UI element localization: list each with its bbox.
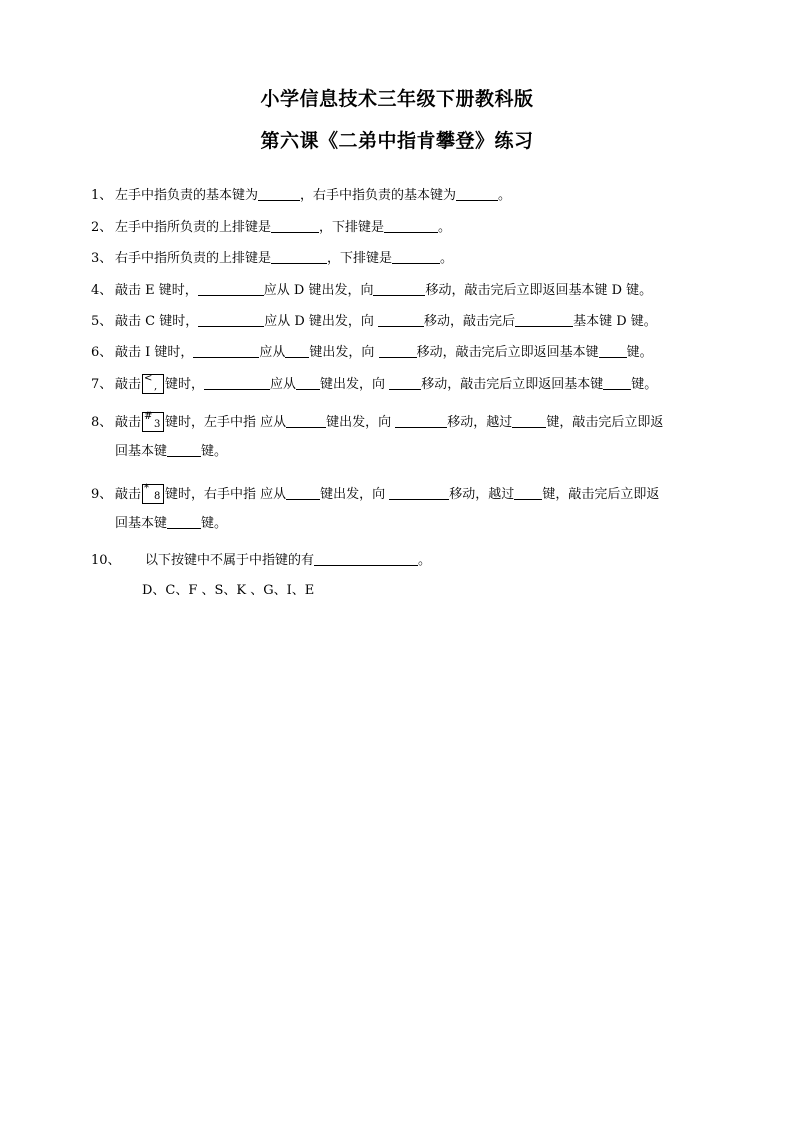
- question-number: 9、: [91, 487, 113, 502]
- answer-blank: [515, 312, 573, 327]
- answer-blank: [378, 312, 424, 327]
- question-4: 4、 敲击 E 键时， 应从 D 键出发，向 移动，敲击完后立即返回基本键 D 键。: [91, 281, 652, 301]
- answer-blank: [514, 485, 542, 500]
- key-8-icon: * 8: [142, 484, 164, 504]
- question-8-continuation: 回基本键 键。: [115, 444, 228, 459]
- question-number: 4、: [91, 283, 113, 298]
- answer-blank: [285, 343, 309, 358]
- question-8: 8、 敲击 # 3 键时，左手中指 应从 键出发，向 移动，越过 键，敲击完后立即返 回基本键 键。: [91, 412, 663, 433]
- question-number: 3、: [91, 251, 113, 266]
- answer-blank: [512, 413, 546, 428]
- answer-blank: [389, 485, 449, 500]
- answer-blank: [392, 249, 440, 264]
- answer-blank: [314, 551, 418, 566]
- question-3: 3、 右手中指所负责的上排键是 ，下排键是 。: [91, 249, 453, 269]
- answer-blank: [373, 281, 425, 296]
- answer-blank: [198, 312, 264, 327]
- comma-key-icon: < ,: [142, 374, 164, 394]
- question-10: 10、 以下按键中不属于中指键的有 。: [91, 551, 431, 571]
- answer-blank: [286, 485, 320, 500]
- answer-blank: [271, 218, 319, 233]
- title-line-2: 第六课《二弟中指肯攀登》练习: [260, 130, 534, 152]
- key-3-icon: # 3: [142, 412, 164, 432]
- answer-blank: [395, 413, 447, 428]
- question-2: 2、 左手中指所负责的上排键是 ，下排键是 。: [91, 218, 451, 238]
- answer-blank: [456, 186, 498, 201]
- answer-blank: [286, 413, 326, 428]
- answer-blank: [167, 442, 201, 457]
- answer-blank: [599, 343, 627, 358]
- question-number: 8、: [91, 415, 113, 430]
- question-6: 6、 敲击 I 键时， 应从 键出发，向 移动，敲击完后立即返回基本键 键。: [91, 343, 653, 363]
- answer-blank: [193, 343, 259, 358]
- answer-blank: [204, 375, 270, 390]
- question-number: 10、: [91, 553, 121, 568]
- question-number: 7、: [91, 377, 113, 392]
- answer-options: D、C、F 、S、K 、G、I、E: [142, 583, 315, 598]
- question-9-continuation: 回基本键 键。: [115, 516, 228, 531]
- question-1: 1、 左手中指负责的基本键为 ，右手中指负责的基本键为 。: [91, 186, 511, 206]
- answer-blank: [258, 186, 300, 201]
- question-number: 6、: [91, 345, 113, 360]
- answer-blank: [296, 375, 320, 390]
- question-number: 2、: [91, 220, 113, 235]
- answer-blank: [384, 218, 438, 233]
- question-5: 5、 敲击 C 键时， 应从 D 键出发，向 移动，敲击完后 基本键 D 键。: [91, 312, 657, 332]
- question-7: 7、 敲击 < , 键时， 应从 键出发，向 移动，敲击完后立即返回基本键 键。: [91, 374, 657, 395]
- question-number: 5、: [91, 314, 113, 329]
- title-line-1: 小学信息技术三年级下册教科版: [260, 88, 534, 110]
- answer-blank: [379, 343, 417, 358]
- question-9: 9、 敲击 * 8 键时，右手中指 应从 键出发，向 移动，越过 键，敲击完后立即返 回基本键 键。: [91, 484, 659, 505]
- answer-blank: [198, 281, 264, 296]
- question-number: 1、: [91, 188, 113, 203]
- answer-blank: [271, 249, 327, 264]
- answer-blank: [603, 375, 631, 390]
- answer-blank: [389, 375, 421, 390]
- answer-blank: [167, 514, 201, 529]
